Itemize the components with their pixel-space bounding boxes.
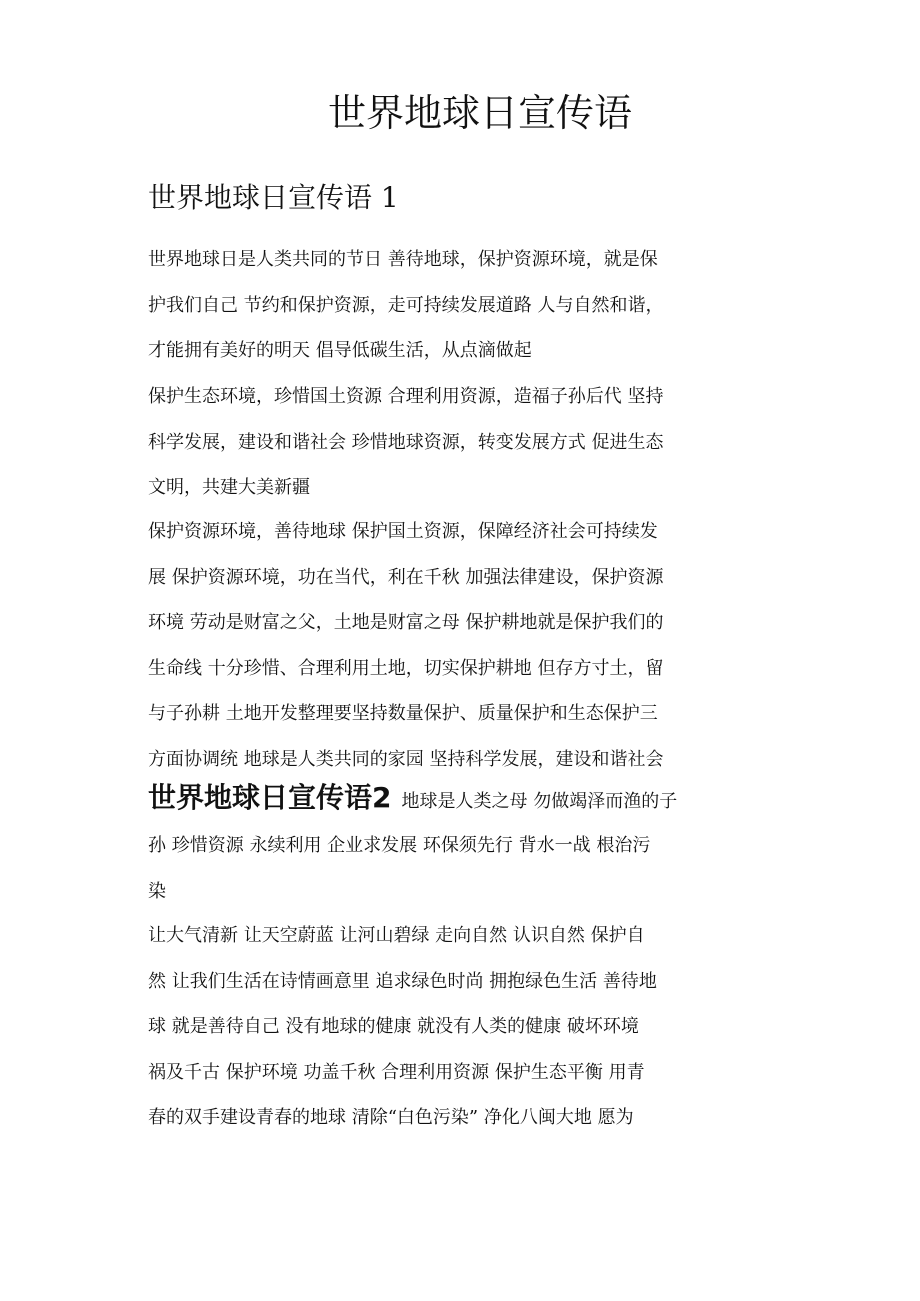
section-1-paragraph-2 [148,374,720,511]
text-line: 生命线 十分珍惜、合理利用土地，切实保护耕地 但存方寸土，留 [148,657,664,679]
section-2-heading-line [148,778,677,818]
text-line: 才能拥有美好的明天 倡导低碳生活，从点滴做起 [148,340,532,361]
text-line: 方面协调统 地球是人类共同的家园 坚持科学发展，建设和谐社会 [148,748,664,770]
text-line: 春的双手建设青春的地球 清除“白色污染” 净化八闽大地 愿为 [148,1107,634,1128]
text-line: 世界地球日是人类共同的节日 善待地球，保护资源环境，就是保 [148,249,658,270]
text-line: 护我们自己 节约和保护资源，走可持续发展道路 人与自然和谐， [148,294,664,316]
section-2-paragraph-1 [148,823,720,914]
text-line: 祸及千古 保护环境 功盖千秋 合理利用资源 保护生态平衡 用青 [148,1061,645,1083]
section-1-heading: 世界地球日宣传语 1 [148,181,399,214]
section-2-paragraph-2 [148,913,720,1141]
text-line: 球 就是善待自己 没有地球的健康 就没有人类的健康 破坏环境 [148,1016,639,1037]
text-line: 保护资源环境，善待地球 保护国土资源，保障经济社会可持续发 [148,521,658,542]
text-line: 展 保护资源环境，功在当代，利在千秋 加强法律建设，保护资源 [148,566,664,588]
text-line: 然 让我们生活在诗情画意里 追求绿色时尚 拥抱绿色生活 善待地 [148,970,657,992]
text-line: 地球是人类之母 勿做竭泽而渔的子 [401,791,678,812]
section-2-heading: 世界地球日宣传语2 [148,781,392,814]
section-1-paragraph-3 [148,509,720,782]
text-line: 染 [148,880,166,902]
text-line: 文明，共建大美新疆 [148,477,310,498]
text-line: 让大气清新 让天空蔚蓝 让河山碧绿 走向自然 认识自然 保护自 [148,925,645,946]
text-line: 科学发展，建设和谐社会 珍惜地球资源，转变发展方式 促进生态 [148,431,664,453]
text-line: 孙 珍惜资源 永续利用 企业求发展 环保须先行 背水一战 根治污 [148,835,651,856]
text-line: 环境 劳动是财富之父，土地是财富之母 保护耕地就是保护我们的 [148,612,664,633]
text-line: 与子孙耕 土地开发整理要坚持数量保护、质量保护和生态保护三 [148,703,658,724]
section-1-paragraph-1 [148,237,720,374]
text-line: 保护生态环境，珍惜国土资源 合理利用资源，造福子孙后代 坚持 [148,386,664,407]
document-title: 世界地球日宣传语 [327,91,632,135]
